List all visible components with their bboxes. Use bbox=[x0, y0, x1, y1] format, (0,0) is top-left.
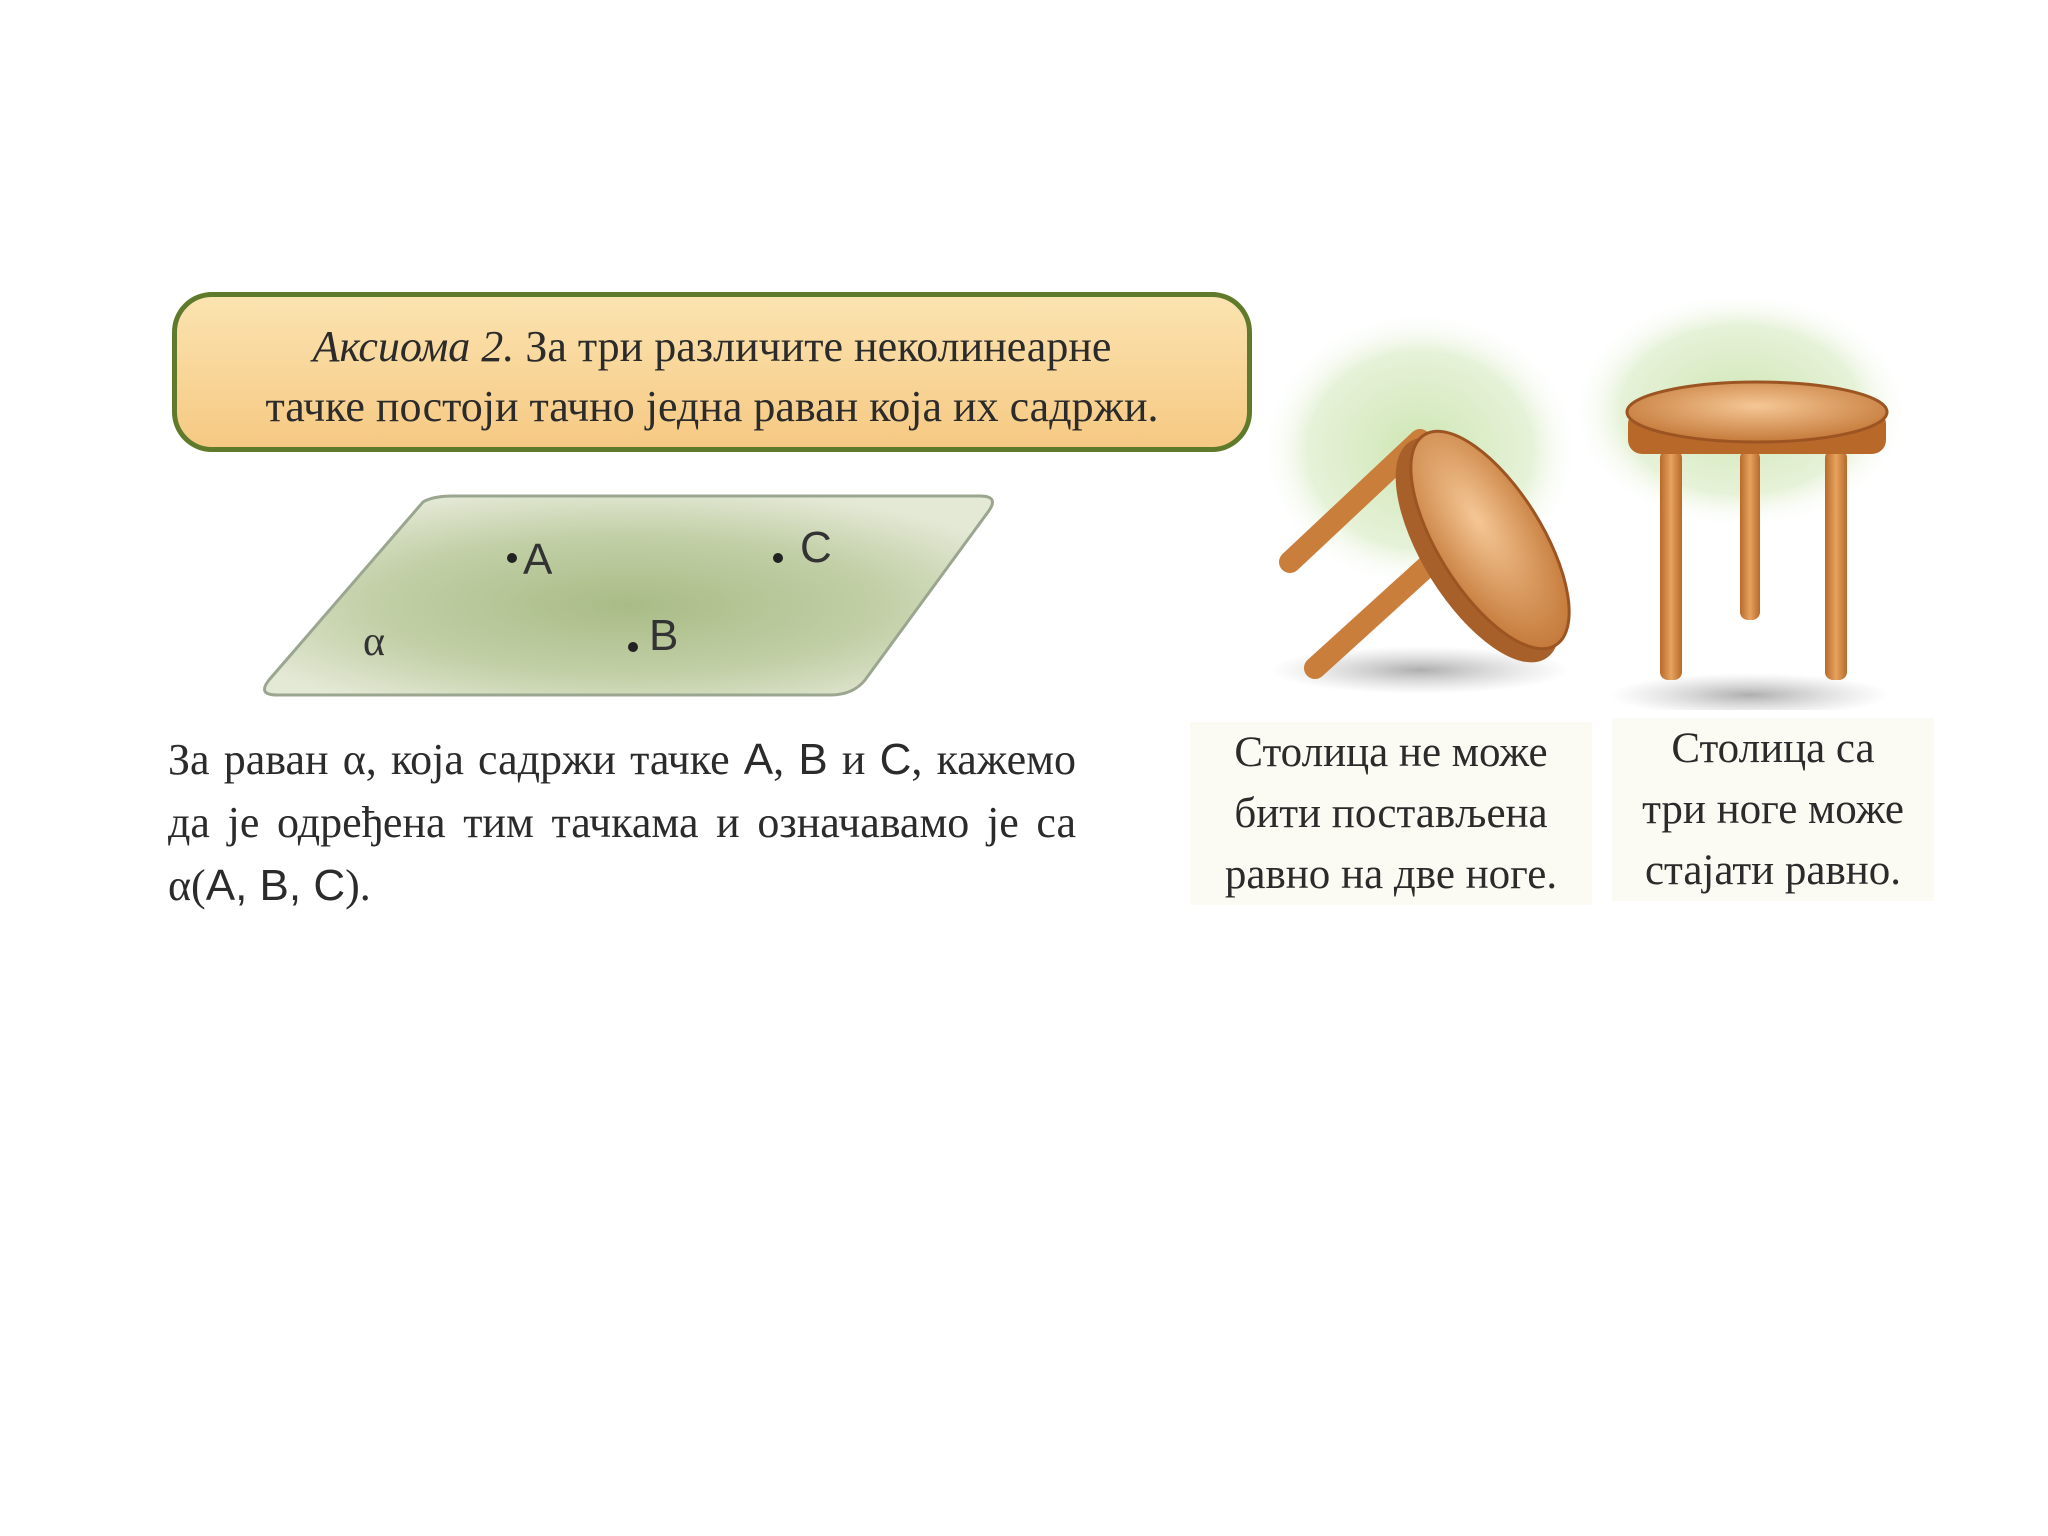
desc-point-b: B bbox=[798, 735, 828, 784]
caption-three-legs-line-1: Столица са bbox=[1671, 725, 1875, 772]
caption-two-legs bbox=[1190, 722, 1592, 905]
desc-text-2: и bbox=[827, 735, 880, 784]
desc-notation: A, B, C bbox=[205, 861, 346, 910]
desc-point-c: C bbox=[879, 735, 912, 784]
plane-shape bbox=[265, 496, 993, 695]
point-a-label: A bbox=[523, 535, 553, 584]
desc-text-1: За раван α, која садржи тачке bbox=[168, 735, 744, 784]
point-c-label: C bbox=[800, 523, 832, 572]
standing-stool-icon bbox=[1627, 382, 1887, 680]
desc-text-4: ). bbox=[345, 861, 371, 910]
desc-text-3: , кажемо да је одређена тим тачкама и означавамо је са α( bbox=[168, 735, 1077, 910]
desc-point-a: A bbox=[743, 735, 774, 784]
axiom-line-1 bbox=[177, 317, 1247, 377]
point-b-dot bbox=[628, 642, 638, 652]
plane-description bbox=[168, 728, 1076, 917]
axiom-text-1: За три различите неколинеарне bbox=[525, 322, 1112, 371]
caption-three-legs-line-2: три ноге може bbox=[1642, 786, 1904, 833]
caption-three-legs-line-3: стајати равно. bbox=[1644, 847, 1902, 894]
caption-two-legs-line-2: бити постављена bbox=[1234, 790, 1548, 837]
caption-three-legs bbox=[1612, 718, 1934, 901]
axiom-line-2: тачке постоји тачно једна раван која их садржи. bbox=[265, 382, 1159, 431]
caption-two-legs-line-3: равно на две ноге. bbox=[1224, 851, 1558, 898]
stools-illustration bbox=[1270, 300, 1910, 710]
plane-alpha-diagram bbox=[255, 490, 1000, 700]
desc-sep: , bbox=[773, 735, 799, 784]
axiom-box bbox=[172, 292, 1252, 452]
point-a-dot bbox=[507, 553, 517, 563]
axiom-title: Аксиома 2. bbox=[312, 322, 515, 371]
point-c-dot bbox=[773, 553, 783, 563]
stool-2-shadow bbox=[1610, 673, 1890, 710]
plane-alpha-label: α bbox=[363, 619, 386, 665]
point-b-label: B bbox=[649, 611, 679, 660]
caption-two-legs-line-1: Столица не може bbox=[1234, 729, 1548, 776]
